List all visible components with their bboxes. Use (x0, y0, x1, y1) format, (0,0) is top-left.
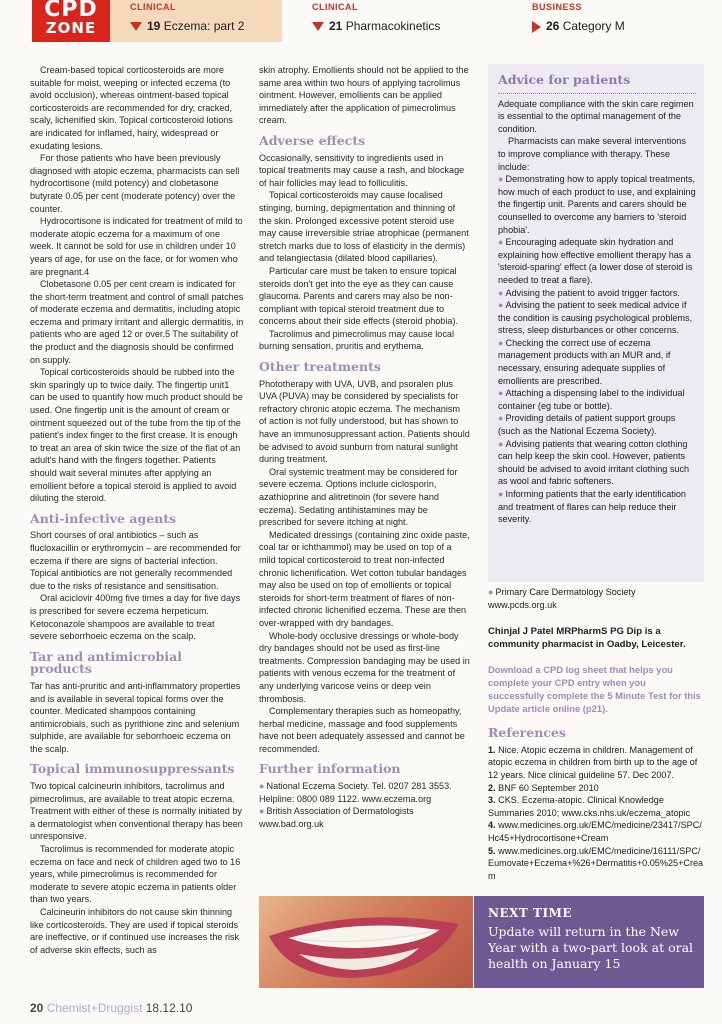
next-time-panel (474, 896, 704, 988)
next-time-title: NEXT TIME (488, 906, 573, 920)
advice-bullet: ● Demonstrating how to apply topical treatments, how much of each product to use, and explaining the fingertip unit. Parents and carers should be counselled to overcome any barriers to 'steroid phobia'. (498, 174, 696, 235)
body-paragraph: Topical corticosteroids should be rubbed into the skin sparingly up to twice daily. The fingertip unit1 can be used to quantify how much product should be used. One fingertip unit is the amount of cream or ointment squeezed out of the tube from the tip of the patient's index finger to the first crease. It is enough to treat an area of skin twice the size of the flat of an adult's hand with the fingers together. Patients should wait several minutes after applying an emollient before a topical steroid is applied to avoid diluting the steroid. (30, 367, 243, 504)
reference-item: 3. CKS. Eczema-atopic. Clinical Knowledge Summaries 2010; www.cks.nhs.uk/eczema_atopic (488, 795, 691, 818)
body-paragraph: Particular care must be taken to ensure topical steroids don't get into the eye as they can cause glaucoma. Parents and carers may also be non-compliant with topical steroid treatment due to concerns about their side effects (steroid phobia). (259, 265, 458, 327)
nav-page-number: 26 (546, 19, 560, 33)
nav-page-number: 21 (329, 19, 343, 33)
section-heading-immunosuppressants: Topical immunosuppressants (30, 761, 235, 777)
body-paragraph: Calcineurin inhibitors do not cause skin thinning like corticosteroids. They are used if topical steroids are ineffective, or if continued use increases the risk of adverse skin effects, such as (30, 907, 240, 955)
triangle-down-icon (312, 22, 324, 31)
reference-item: 1. Nice. Atopic eczema in children. Management of atopic eczema in children from birth up to the age of 12 years. Nice clinical guideline 57. Dec 2007. (488, 744, 698, 780)
body-paragraph: Topical corticosteroids may cause localised stinging, burning, depigmentation and thinning of the skin. Prolonged excessive potent steroid use may cause irreversible striae atrophicae (permanent stretch marks due to loss of elasticity in the dermis) and telangiectasia (dilated blood capillaries). (259, 190, 469, 264)
smile-photo (259, 896, 473, 988)
body-paragraph: Whole-body occlusive dressings or whole-body dry bandages should not be used as first-line treatments. Compression bandaging may be used in patients with venous eczema for the treatment of any underlying varicose veins or deep vein thrombosis. (259, 630, 470, 704)
bullet-icon: ● (259, 781, 265, 792)
article-column-3-lower (488, 586, 704, 882)
body-paragraph: Cream-based topical corticosteroids are more suitable for moist, weeping or infected eczema (to avoid occlusion), whereas ointment-based topical corticosteroids are recommended for dry, cracked, scaly, lichenified skin. Topical corticosteroid lotions are indicated for inflamed, hairy, widespread or exudating lesions. (30, 65, 233, 151)
nav-title: Pharmacokinetics (345, 19, 441, 33)
triangle-right-icon (532, 21, 541, 33)
advice-bullet: ● Advising the patient to seek medical advice if the condition is causing psychological problems, stress, sleep disturbances or other concerns. (498, 300, 693, 336)
cpd-download-note[interactable]: Download a CPD log sheet that helps you complete your CPD entry when you successfully complete the 5 Minute Test for this Update article online (p21). (488, 664, 701, 715)
section-heading-references: References (488, 725, 566, 741)
bullet-icon: ● (498, 438, 504, 449)
section-heading-other-treatments: Other treatments (259, 359, 381, 375)
section-heading-further-information: Further information (259, 761, 401, 777)
article-column-2 (259, 64, 470, 830)
nav-page-number: 19 (147, 19, 161, 33)
section-heading-anti-infective: Anti-infective agents (30, 510, 177, 526)
next-time-text: Update will return in the New Year with a two-part look at oral health on January 15 (488, 924, 694, 971)
logo-line-2: ZONE (45, 19, 97, 37)
pcds-item: ● Primary Care Dermatology Society www.pcds.org.uk (488, 587, 636, 610)
bullet-icon: ● (498, 174, 504, 185)
reference-item: 4. www.medicines.org.uk/EMC/medicine/23417/SPC/Hc45+Hydrocortisone+Cream (488, 820, 702, 843)
bullet-icon: ● (488, 587, 494, 597)
further-info-text: National Eczema Society. Tel. 0207 281 3553. Helpline: 0800 089 1122. www.eczema.org (259, 781, 452, 804)
bullet-icon: ● (498, 388, 504, 399)
reference-item: 2. BNF 60 September 2010 (488, 782, 599, 793)
body-paragraph: Complementary therapies such as homeopathy, herbal medicine, massage and food supplements have not been adequately assessed and cannot be recommended. (259, 706, 465, 754)
bullet-icon: ● (498, 413, 504, 424)
advice-paragraph: Pharmacists can make several interventions to improve compliance with therapy. These include: (498, 136, 686, 172)
body-paragraph: Medicated dressings (containing zinc oxide paste, coal tar or ichthammol) may be used on top of a mild topical corticosteroid to treat non-infected chronic lichenification. Wet cotton tubular bandages may also be used on top of emollients or topical steroids for short-term treatment of flares of non-infected chronic lichenified eczema. These are then over-wrapped with dry bandages. (259, 529, 470, 628)
further-info-item (259, 780, 470, 805)
advice-bullet: ● Encouraging adequate skin hydration and explaining how effective emollient therapy has a 'steroid-sparing' effect (a lower dose of steroid is needed to treat a flare). (498, 237, 693, 285)
advice-bullet: ● Advising patients that wearing cotton clothing can help keep the skin cool. However, patients should be advised to avoid irritant clothing such as wool and fabric softeners. (498, 438, 690, 487)
body-paragraph: skin atrophy. Emollients should not be applied to the same area within two hours of applying tacrolimus ointment. However, emollients can be applied immediately after the application of pimecrolimus cream. (259, 65, 469, 126)
body-paragraph: Tacrolimus is recommended for moderate atopic eczema on face and neck of children aged two to 16 years, while pimecrolimus is recommended for moderate to severe atopic eczema in patients older than two years. (30, 844, 241, 905)
nav-category: CLINICAL (130, 2, 176, 12)
bullet-icon: ● (498, 300, 504, 311)
section-heading-tar: Tar and antimicrobial products (30, 648, 182, 677)
advice-title: Advice for patients (498, 74, 696, 94)
cpd-zone-logo (32, 0, 110, 42)
further-info-item (259, 805, 470, 830)
bullet-icon: ● (498, 337, 504, 348)
advice-bullet: ● Attaching a dispensing label to the individual container (eg tube or bottle). (498, 388, 685, 411)
nav-title: Category M (562, 19, 625, 33)
advice-bullet: ● Advising the patient to avoid trigger factors. (498, 287, 680, 298)
body-paragraph: Two topical calcineurin inhibitors, tacrolimus and pimecrolimus, are available to treat atopic eczema. Treatment with either of these is normally initiated by a dermatologist when conventional therapy has been unresponsive. (30, 781, 243, 842)
smile-illustration (259, 896, 473, 988)
logo-line-1: CPD (44, 0, 98, 22)
body-paragraph: Phototherapy with UVA, UVB, and psoralen plus UVA (PUVA) may be considered by specialists for refractory chronic atopic eczema. The mechanism of action is not fully understood, but has shown to have an immunosuppressant action. Patients should be advised to avoid sunburn from natural sunlight during treatment. (259, 378, 470, 465)
nav-category: CLINICAL (312, 2, 358, 12)
advice-bullet: ● Informing patients that the early identification and treatment of flares can help reduce their severity. (498, 489, 686, 525)
body-paragraph: Hydrocortisone is indicated for treatment of mild to moderate atopic eczema for a maximum of one week. It cannot be sold for use in children under 10 years of age, for use on the face, or for women who are pregnant.4 (30, 216, 243, 277)
body-paragraph: Clobetasone 0.05 per cent cream is indicated for the short-term treatment and control of small patches of moderate eczema and dermatitis, including atopic eczema and primary irritant and allergic dermatitis, in patients who are aged 12 or over.5 The suitability of the product and the diagnosis should be confirmed on supply. (30, 279, 244, 365)
bullet-icon: ● (498, 237, 504, 248)
triangle-down-icon (130, 22, 142, 31)
body-paragraph: Tacrolimus and pimecrolimus may cause local burning sensation, pruritis and erythema. (259, 328, 454, 352)
nav-item-category-m[interactable] (512, 0, 712, 42)
nav-category: BUSINESS (532, 2, 583, 12)
section-heading-adverse-effects: Adverse effects (259, 132, 366, 148)
page-number: 20 (30, 1001, 44, 1015)
bullet-icon: ● (498, 287, 504, 298)
advice-paragraph: Adequate compliance with the skin care regimen is essential to the optimal management of the condition. (498, 98, 694, 134)
bullet-icon: ● (259, 806, 265, 817)
body-paragraph: For those patients who have been previously diagnosed with atopic eczema, pharmacists can sell hydrocortisone (mild potency) and clobetasone butyrate 0.05 per cent (moderate potency) over the counter. (30, 153, 240, 214)
author-bio: Chinjal J Patel MRPharmS PG Dip is a community pharmacist in Oadby, Leicester. (488, 626, 686, 651)
reference-item: 5. www.medicines.org.uk/EMC/medicine/16111/SPC/Eumovate+Eczema+%26+Dermatitis+0.05%25+Cream (488, 845, 704, 881)
issue-date: 18.12.10 (145, 1001, 193, 1015)
body-paragraph: Oral aciclovir 400mg five times a day for five days is prescribed for severe eczema herpeticum. Ketoconazole shampoos are available to treat severe seborrhoeic eczema on the scalp. (30, 593, 241, 642)
body-paragraph: Oral systemic treatment may be considered for severe eczema. Options include ciclosporin, azathioprine and alitretinoin (for severe hand eczema). Sedating antihistamines may be prescribed for severe itching at night. (259, 466, 458, 528)
magazine-name: Chemist+Druggist (46, 1001, 143, 1015)
nav-title: Eczema: part 2 (163, 19, 245, 33)
nav-item-pharmacokinetics[interactable] (292, 0, 492, 42)
body-paragraph: Tar has anti-pruritic and anti-inflammatory properties and is available in several topical forms over the counter. Medicated shampoos containing antimicrobials, such as pyrithione zinc and selenium sulphide, are available for seborrhoeic eczema on the scalp. (30, 680, 241, 754)
bullet-icon: ● (498, 489, 504, 499)
advice-for-patients-box (488, 64, 704, 582)
advice-bullet: ● Providing details of patient support groups (such as the National Eczema Society). (498, 413, 676, 437)
page-header (0, 0, 722, 44)
further-info-text: British Association of Dermatologists www.bad.org.uk (259, 806, 414, 829)
body-paragraph: Short courses of oral antibiotics – such as flucloxacillin or erythromycin – are recommended for eczema if there are signs of bacterial infection. Topical antibiotics are not generally recommended due to the risks of resistance and sensitisation. (30, 530, 241, 591)
nav-item-eczema[interactable] (110, 0, 282, 42)
page-footer (30, 1001, 192, 1015)
article-column-1 (30, 64, 244, 956)
body-paragraph: Occasionally, sensitivity to ingredients used in topical treatments may cause a rash, and blockage of hair follicles may lead to folliculitis. (259, 152, 465, 188)
advice-bullet: ● Checking the correct use of eczema management products with an MUR and, if necessary, ensuring adequate supplies of emollients are prescribed. (498, 337, 671, 386)
